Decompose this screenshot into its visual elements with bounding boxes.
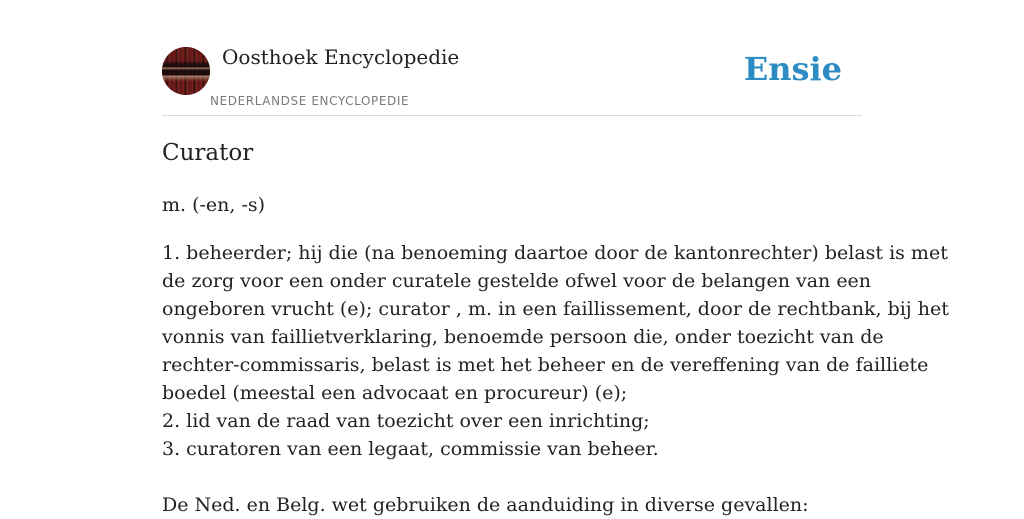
definition-line: boedel (meestal een advocaat en procureur) (e); xyxy=(162,382,628,404)
site-header xyxy=(162,0,862,116)
site-subtitle: NEDERLANDSE ENCYCLOPEDIE xyxy=(210,94,410,108)
encyclopedia-books-avatar-icon[interactable] xyxy=(162,47,210,95)
definition-line: 2. lid van de raad van toezicht over een inrichting; xyxy=(162,410,650,432)
definition-line: de zorg voor een onder curatele gestelde ofwel voor de belangen van een xyxy=(162,270,872,292)
page xyxy=(162,0,949,516)
definition-line: vonnis van faillietverklaring, benoemde persoon die, onder toezicht van de xyxy=(162,326,884,348)
definition-followup: De Ned. en Belg. wet gebruiken de aanduiding in diverse gevallen: xyxy=(162,494,809,516)
definition-line: 3. curatoren van een legaat, commissie van beheer. xyxy=(162,438,659,460)
book-spine-bands xyxy=(162,61,210,81)
site-title[interactable]: Oosthoek Encyclopedie xyxy=(222,45,460,69)
brand-logo-link[interactable]: Ensie xyxy=(743,50,842,88)
definition-line: ongeboren vrucht (e); curator , m. in een faillissement, door de rechtbank, bij het xyxy=(162,298,949,320)
paragraph-gap xyxy=(162,463,862,491)
entry-grammar: m. (-en, -s) xyxy=(162,194,266,216)
entry-title: Curator xyxy=(162,140,254,166)
definition-line: rechter-commissaris, belast is met het beheer en de vereffening van de failliete xyxy=(162,354,929,376)
entry-definition xyxy=(162,239,949,519)
definition-line: 1. beheerder; hij die (na benoeming daartoe door de kantonrechter) belast is met xyxy=(162,242,948,264)
